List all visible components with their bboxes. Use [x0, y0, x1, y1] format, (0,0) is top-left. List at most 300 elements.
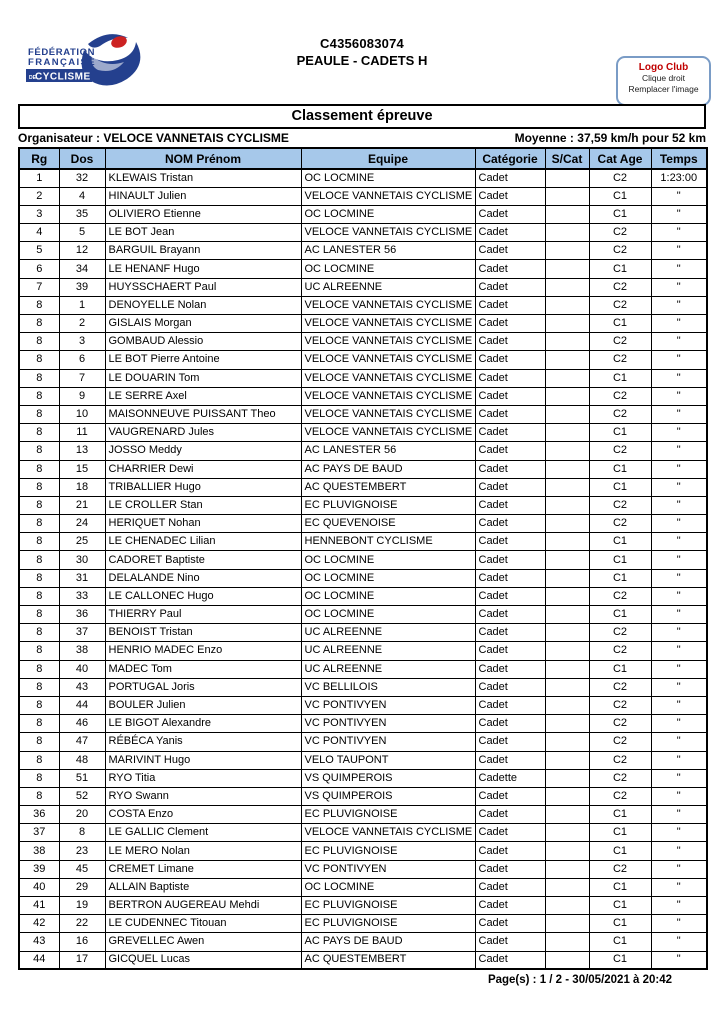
table-cell: VS QUIMPEROIS	[301, 769, 475, 787]
table-cell: HENNEBONT CYCLISME	[301, 533, 475, 551]
table-cell	[545, 860, 589, 878]
table-cell: "	[651, 333, 707, 351]
table-cell: HINAULT Julien	[105, 187, 301, 205]
table-cell: C2	[589, 696, 651, 714]
table-cell: RÉBÉCA Yanis	[105, 733, 301, 751]
table-cell: 38	[59, 642, 105, 660]
table-cell: 8	[19, 642, 59, 660]
table-cell	[545, 897, 589, 915]
table-cell	[545, 205, 589, 223]
table-cell: Cadet	[475, 824, 545, 842]
table-cell: 51	[59, 769, 105, 787]
table-cell	[545, 951, 589, 969]
table-cell: 16	[59, 933, 105, 951]
table-cell: 2	[19, 187, 59, 205]
table-cell: COSTA Enzo	[105, 806, 301, 824]
table-row	[19, 478, 707, 496]
table-cell: 8	[19, 587, 59, 605]
table-cell: "	[651, 696, 707, 714]
table-cell: VELOCE VANNETAIS CYCLISME	[301, 387, 475, 405]
table-cell: OC LOCMINE	[301, 606, 475, 624]
logo-club-title: Logo Club	[638, 62, 689, 73]
table-cell: "	[651, 460, 707, 478]
table-cell: 46	[59, 715, 105, 733]
table-cell: Cadet	[475, 606, 545, 624]
table-row	[19, 660, 707, 678]
table-cell: VC PONTIVYEN	[301, 860, 475, 878]
table-cell: OC LOCMINE	[301, 551, 475, 569]
logo-club-instruction-2: Remplacer l'image	[628, 84, 699, 95]
table-cell: VC BELLILOIS	[301, 678, 475, 696]
table-cell: Cadet	[475, 860, 545, 878]
table-cell	[545, 569, 589, 587]
table-cell: EC PLUVIGNOISE	[301, 806, 475, 824]
table-row	[19, 187, 707, 205]
table-cell: MADEC Tom	[105, 660, 301, 678]
table-cell: Cadet	[475, 660, 545, 678]
table-cell: LE HENANF Hugo	[105, 260, 301, 278]
table-cell: C2	[589, 769, 651, 787]
table-cell: 37	[59, 624, 105, 642]
table-row	[19, 733, 707, 751]
table-cell: Cadet	[475, 442, 545, 460]
table-cell: OC LOCMINE	[301, 205, 475, 223]
logo-text-cyclisme: CYCLISME	[35, 71, 91, 83]
column-header-7: Temps	[651, 148, 707, 169]
table-cell: C2	[589, 587, 651, 605]
table-cell: 43	[59, 678, 105, 696]
table-cell: Cadet	[475, 787, 545, 805]
table-cell: Cadet	[475, 205, 545, 223]
table-cell: Cadet	[475, 169, 545, 187]
table-cell	[545, 424, 589, 442]
table-row	[19, 205, 707, 223]
table-cell: 42	[19, 915, 59, 933]
table-cell: 8	[19, 533, 59, 551]
table-cell: C1	[589, 842, 651, 860]
column-header-4: Catégorie	[475, 148, 545, 169]
table-cell: 44	[59, 696, 105, 714]
table-cell: 20	[59, 806, 105, 824]
table-cell	[545, 915, 589, 933]
table-cell: C2	[589, 733, 651, 751]
table-cell: Cadet	[475, 897, 545, 915]
document-code: C4356083074	[320, 36, 404, 51]
table-cell: BERTRON AUGEREAU Mehdi	[105, 897, 301, 915]
table-cell: LE MERO Nolan	[105, 842, 301, 860]
table-cell: 8	[19, 478, 59, 496]
table-row	[19, 405, 707, 423]
table-cell	[545, 515, 589, 533]
table-cell: "	[651, 860, 707, 878]
table-cell: C1	[589, 315, 651, 333]
table-cell: 25	[59, 533, 105, 551]
table-cell: C2	[589, 351, 651, 369]
table-cell: C1	[589, 660, 651, 678]
table-row	[19, 351, 707, 369]
table-cell: 8	[19, 460, 59, 478]
table-cell: C2	[589, 751, 651, 769]
table-cell: EC PLUVIGNOISE	[301, 842, 475, 860]
table-cell: Cadet	[475, 624, 545, 642]
table-cell: "	[651, 933, 707, 951]
table-cell: Cadet	[475, 806, 545, 824]
table-row	[19, 569, 707, 587]
table-cell: Cadet	[475, 751, 545, 769]
table-cell	[545, 478, 589, 496]
table-cell: Cadet	[475, 187, 545, 205]
table-cell: Cadet	[475, 478, 545, 496]
table-row	[19, 387, 707, 405]
table-row	[19, 951, 707, 969]
table-cell: "	[651, 187, 707, 205]
table-cell	[545, 606, 589, 624]
table-cell: 29	[59, 878, 105, 896]
table-cell: VELOCE VANNETAIS CYCLISME	[301, 315, 475, 333]
table-cell: 36	[59, 606, 105, 624]
table-cell: C1	[589, 951, 651, 969]
table-cell: 8	[19, 424, 59, 442]
table-cell: Cadet	[475, 915, 545, 933]
table-cell	[545, 224, 589, 242]
table-cell	[545, 278, 589, 296]
table-cell: OC LOCMINE	[301, 260, 475, 278]
table-cell: LE CUDENNEC Titouan	[105, 915, 301, 933]
table-cell: 8	[19, 496, 59, 514]
table-cell: "	[651, 587, 707, 605]
table-cell: HERIQUET Nohan	[105, 515, 301, 533]
table-row	[19, 587, 707, 605]
table-cell: "	[651, 224, 707, 242]
table-cell: Cadet	[475, 569, 545, 587]
table-row	[19, 242, 707, 260]
table-cell: VELOCE VANNETAIS CYCLISME	[301, 333, 475, 351]
table-cell: 36	[19, 806, 59, 824]
table-cell: "	[651, 442, 707, 460]
table-cell: "	[651, 515, 707, 533]
table-cell: "	[651, 606, 707, 624]
table-cell	[545, 587, 589, 605]
table-cell: LE BOT Pierre Antoine	[105, 351, 301, 369]
table-cell: 2	[59, 315, 105, 333]
table-cell: Cadet	[475, 642, 545, 660]
table-cell: "	[651, 678, 707, 696]
table-cell: VC PONTIVYEN	[301, 715, 475, 733]
table-cell: Cadet	[475, 551, 545, 569]
table-cell	[545, 678, 589, 696]
table-cell: 4	[59, 187, 105, 205]
table-row	[19, 824, 707, 842]
table-cell: C1	[589, 824, 651, 842]
table-cell: VELO TAUPONT	[301, 751, 475, 769]
table-row	[19, 169, 707, 187]
table-cell: HENRIO MADEC Enzo	[105, 642, 301, 660]
table-cell: OC LOCMINE	[301, 587, 475, 605]
table-cell: 52	[59, 787, 105, 805]
table-cell: LE GALLIC Clement	[105, 824, 301, 842]
table-row	[19, 424, 707, 442]
table-cell: Cadet	[475, 315, 545, 333]
table-cell: VELOCE VANNETAIS CYCLISME	[301, 224, 475, 242]
table-cell: "	[651, 569, 707, 587]
table-cell	[545, 460, 589, 478]
table-cell: 15	[59, 460, 105, 478]
table-cell	[545, 878, 589, 896]
column-header-1: Dos	[59, 148, 105, 169]
table-row	[19, 278, 707, 296]
table-cell: C1	[589, 551, 651, 569]
table-cell: 3	[59, 333, 105, 351]
results-table-body	[19, 169, 707, 969]
table-cell	[545, 806, 589, 824]
table-cell: "	[651, 787, 707, 805]
table-cell: C2	[589, 387, 651, 405]
table-cell	[545, 824, 589, 842]
table-cell: 8	[19, 678, 59, 696]
table-cell: VELOCE VANNETAIS CYCLISME	[301, 369, 475, 387]
table-cell: "	[651, 351, 707, 369]
table-cell: C1	[589, 533, 651, 551]
table-cell: VELOCE VANNETAIS CYCLISME	[301, 296, 475, 314]
table-cell: "	[651, 733, 707, 751]
table-cell: 39	[19, 860, 59, 878]
table-cell	[545, 696, 589, 714]
table-cell: C1	[589, 606, 651, 624]
table-cell	[545, 751, 589, 769]
table-cell: EC PLUVIGNOISE	[301, 496, 475, 514]
table-cell: 8	[19, 551, 59, 569]
table-cell	[545, 715, 589, 733]
table-cell: UC ALREENNE	[301, 278, 475, 296]
table-cell: "	[651, 478, 707, 496]
table-cell: AC QUESTEMBERT	[301, 951, 475, 969]
table-cell: "	[651, 387, 707, 405]
table-cell: C1	[589, 424, 651, 442]
table-cell	[545, 405, 589, 423]
table-cell: 31	[59, 569, 105, 587]
logo-club-instruction-1: Clique droit	[642, 73, 685, 83]
table-cell: "	[651, 278, 707, 296]
table-cell: CREMET Limane	[105, 860, 301, 878]
table-row	[19, 442, 707, 460]
table-cell: Cadet	[475, 496, 545, 514]
table-cell: 5	[59, 224, 105, 242]
table-cell: Cadet	[475, 842, 545, 860]
table-cell: 10	[59, 405, 105, 423]
logo-text-de: DE	[29, 75, 36, 81]
table-cell: LE BOT Jean	[105, 224, 301, 242]
table-cell: Cadet	[475, 296, 545, 314]
table-cell: C1	[589, 260, 651, 278]
table-cell: GICQUEL Lucas	[105, 951, 301, 969]
table-cell: THIERRY Paul	[105, 606, 301, 624]
table-cell: 5	[19, 242, 59, 260]
table-cell: AC QUESTEMBERT	[301, 478, 475, 496]
table-cell	[545, 351, 589, 369]
table-cell: VC PONTIVYEN	[301, 733, 475, 751]
table-cell: 1:23:00	[651, 169, 707, 187]
table-cell: ALLAIN Baptiste	[105, 878, 301, 896]
table-cell: "	[651, 751, 707, 769]
table-cell: "	[651, 660, 707, 678]
table-cell: RYO Titia	[105, 769, 301, 787]
results-table-container	[18, 147, 708, 970]
table-row	[19, 606, 707, 624]
table-cell: C1	[589, 806, 651, 824]
organizer-row	[18, 131, 706, 145]
table-row	[19, 315, 707, 333]
table-cell: Cadet	[475, 951, 545, 969]
table-cell: C2	[589, 787, 651, 805]
table-cell	[545, 260, 589, 278]
table-cell: 8	[19, 696, 59, 714]
table-cell: 8	[19, 369, 59, 387]
table-cell: 8	[19, 787, 59, 805]
table-cell: "	[651, 915, 707, 933]
table-cell: CADORET Baptiste	[105, 551, 301, 569]
table-cell	[545, 187, 589, 205]
table-cell: BOULER Julien	[105, 696, 301, 714]
table-cell: 34	[59, 260, 105, 278]
table-row	[19, 260, 707, 278]
table-cell: 41	[19, 897, 59, 915]
table-cell	[545, 933, 589, 951]
table-cell: 24	[59, 515, 105, 533]
table-cell: VAUGRENARD Jules	[105, 424, 301, 442]
table-cell	[545, 842, 589, 860]
column-header-0: Rg	[19, 148, 59, 169]
organizer-label: Organisateur : VELOCE VANNETAIS CYCLISME	[18, 131, 289, 145]
table-cell: 17	[59, 951, 105, 969]
table-cell: C1	[589, 187, 651, 205]
average-speed-label: Moyenne : 37,59 km/h pour 52 km	[514, 131, 706, 145]
results-table	[18, 147, 708, 970]
table-cell: DELALANDE Nino	[105, 569, 301, 587]
table-cell: "	[651, 824, 707, 842]
table-row	[19, 806, 707, 824]
table-cell: DENOYELLE Nolan	[105, 296, 301, 314]
table-row	[19, 333, 707, 351]
table-cell: OC LOCMINE	[301, 169, 475, 187]
column-header-6: Cat Age	[589, 148, 651, 169]
table-cell: OLIVIERO Etienne	[105, 205, 301, 223]
table-cell: "	[651, 242, 707, 260]
table-cell: Cadet	[475, 715, 545, 733]
table-cell: "	[651, 897, 707, 915]
table-row	[19, 769, 707, 787]
table-cell: 8	[19, 606, 59, 624]
table-cell: C2	[589, 860, 651, 878]
table-cell: C2	[589, 169, 651, 187]
table-row	[19, 460, 707, 478]
table-cell	[545, 169, 589, 187]
table-cell	[545, 315, 589, 333]
table-cell: VELOCE VANNETAIS CYCLISME	[301, 351, 475, 369]
table-cell: LE CHENADEC Lilian	[105, 533, 301, 551]
table-cell: UC ALREENNE	[301, 660, 475, 678]
table-cell: GISLAIS Morgan	[105, 315, 301, 333]
table-cell: C1	[589, 878, 651, 896]
table-cell: 38	[19, 842, 59, 860]
table-cell: 6	[59, 351, 105, 369]
table-cell: C1	[589, 569, 651, 587]
table-cell: 4	[19, 224, 59, 242]
table-row	[19, 296, 707, 314]
table-cell: CHARRIER Dewi	[105, 460, 301, 478]
table-cell: 8	[19, 751, 59, 769]
table-cell: Cadet	[475, 405, 545, 423]
table-cell: 35	[59, 205, 105, 223]
table-cell: "	[651, 405, 707, 423]
table-cell: MAISONNEUVE PUISSANT Theo	[105, 405, 301, 423]
table-cell: 40	[19, 878, 59, 896]
table-cell: VS QUIMPEROIS	[301, 787, 475, 805]
table-cell: C2	[589, 442, 651, 460]
table-cell: C1	[589, 897, 651, 915]
table-cell: C2	[589, 224, 651, 242]
table-cell	[545, 369, 589, 387]
table-cell: C1	[589, 933, 651, 951]
table-cell: C1	[589, 915, 651, 933]
table-cell: "	[651, 424, 707, 442]
table-cell: C1	[589, 205, 651, 223]
table-cell: LE CALLONEC Hugo	[105, 587, 301, 605]
table-cell: "	[651, 642, 707, 660]
table-cell: "	[651, 715, 707, 733]
table-cell: "	[651, 806, 707, 824]
table-cell: C2	[589, 678, 651, 696]
table-cell: 37	[19, 824, 59, 842]
table-cell: 8	[19, 624, 59, 642]
table-cell: Cadet	[475, 878, 545, 896]
table-cell	[545, 442, 589, 460]
table-cell: Cadet	[475, 369, 545, 387]
table-cell: AC PAYS DE BAUD	[301, 460, 475, 478]
table-row	[19, 878, 707, 896]
table-cell: 12	[59, 242, 105, 260]
table-cell: 47	[59, 733, 105, 751]
table-row	[19, 860, 707, 878]
table-row	[19, 696, 707, 714]
column-header-3: Equipe	[301, 148, 475, 169]
table-cell: 11	[59, 424, 105, 442]
table-cell: "	[651, 533, 707, 551]
table-cell: AC PAYS DE BAUD	[301, 933, 475, 951]
table-cell: LE CROLLER Stan	[105, 496, 301, 514]
table-cell: VC PONTIVYEN	[301, 696, 475, 714]
table-cell: 1	[19, 169, 59, 187]
table-cell: UC ALREENNE	[301, 642, 475, 660]
table-cell: C1	[589, 460, 651, 478]
table-cell: 8	[19, 769, 59, 787]
table-cell: Cadet	[475, 733, 545, 751]
table-cell: Cadet	[475, 260, 545, 278]
table-cell: 8	[19, 296, 59, 314]
table-cell: UC ALREENNE	[301, 624, 475, 642]
table-cell: "	[651, 496, 707, 514]
table-cell: 8	[19, 333, 59, 351]
table-cell: 3	[19, 205, 59, 223]
table-cell: 44	[19, 951, 59, 969]
table-cell: Cadet	[475, 387, 545, 405]
column-header-2: NOM Prénom	[105, 148, 301, 169]
section-title: Classement épreuve	[18, 104, 706, 129]
logo-club-placeholder[interactable]	[616, 56, 711, 106]
table-row	[19, 624, 707, 642]
table-cell: MARIVINT Hugo	[105, 751, 301, 769]
table-row	[19, 897, 707, 915]
table-cell	[545, 387, 589, 405]
